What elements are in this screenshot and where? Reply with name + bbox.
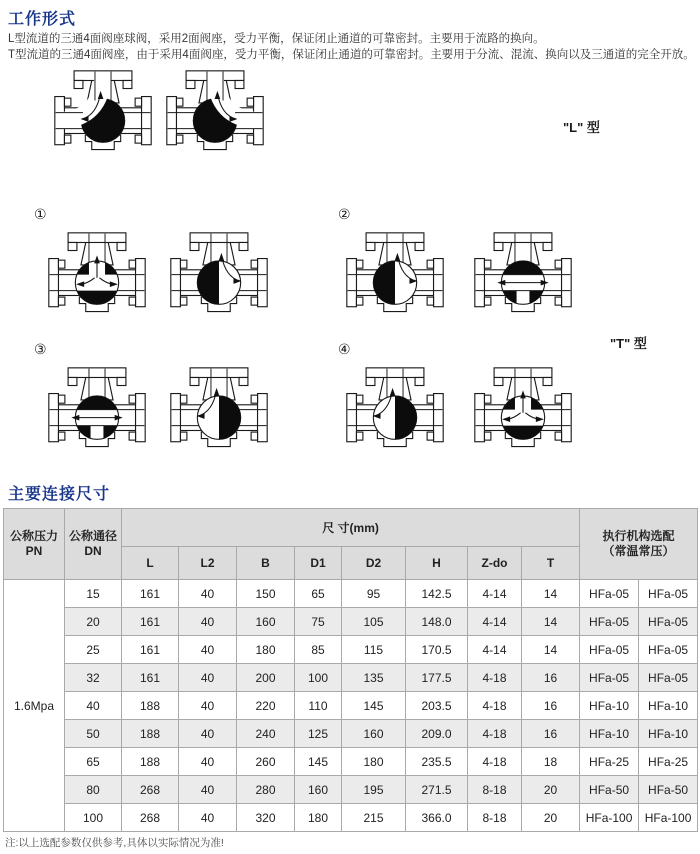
t-valve-flow-diagram-4a (342, 363, 448, 458)
t-valve-flow-diagram-2b (470, 228, 576, 323)
cell: 65 (295, 580, 342, 608)
t-valve-flow-diagram-3a (44, 363, 150, 458)
cell: 188 (122, 748, 179, 776)
table-row (4, 608, 698, 636)
header-T: T (522, 547, 580, 580)
cell: 160 (342, 720, 406, 748)
cell: 188 (122, 720, 179, 748)
cell: 110 (295, 692, 342, 720)
dimensions-table (3, 508, 698, 832)
cell: 100 (65, 804, 122, 832)
cell: 40 (65, 692, 122, 720)
cell: 195 (342, 776, 406, 804)
cell: 14 (522, 608, 580, 636)
header-D2: D2 (342, 547, 406, 580)
cell: 65 (65, 748, 122, 776)
cell: HFa-50 (580, 776, 639, 804)
section-title-dimensions: 主要连接尺寸 (8, 486, 111, 503)
cell: 40 (179, 776, 237, 804)
cell: 180 (295, 804, 342, 832)
header-pressure (4, 509, 65, 580)
cell: HFa-05 (639, 664, 698, 692)
cell: HFa-100 (580, 804, 639, 832)
cell: 148.0 (406, 608, 468, 636)
table-row (4, 636, 698, 664)
section-title-working-form: 工作形式 (8, 11, 77, 28)
cell: 4-18 (468, 692, 522, 720)
header-actuator-line2: （常温常压） (602, 544, 675, 558)
table-row (4, 776, 698, 804)
cell: 145 (342, 692, 406, 720)
cell: 8-18 (468, 776, 522, 804)
cell: 268 (122, 776, 179, 804)
cell: 40 (179, 804, 237, 832)
cell: 366.0 (406, 804, 468, 832)
cell: 105 (342, 608, 406, 636)
cell: 115 (342, 636, 406, 664)
diagram-number-3: ③ (34, 341, 47, 357)
table-header-row-1 (4, 509, 698, 547)
cell: 16 (522, 692, 580, 720)
cell: 209.0 (406, 720, 468, 748)
header-diameter-cn: 公称通径 (68, 529, 117, 543)
cell: 4-14 (468, 608, 522, 636)
cell: 161 (122, 664, 179, 692)
cell: 135 (342, 664, 406, 692)
cell: HFa-25 (580, 748, 639, 776)
l-valve-flow-diagram-1 (50, 66, 156, 161)
header-diameter-en: DN (84, 544, 102, 558)
cell: 32 (65, 664, 122, 692)
diagram-number-2: ② (338, 206, 351, 222)
cell: 14 (522, 580, 580, 608)
l-valve-flow-diagram-2 (162, 66, 268, 161)
cell: 40 (179, 720, 237, 748)
cell: 160 (295, 776, 342, 804)
cell: 40 (179, 636, 237, 664)
cell: HFa-05 (580, 664, 639, 692)
cell: 150 (237, 580, 295, 608)
cell: 85 (295, 636, 342, 664)
header-L2: L2 (179, 547, 237, 580)
cell: 320 (237, 804, 295, 832)
cell: 235.5 (406, 748, 468, 776)
cell: 280 (237, 776, 295, 804)
cell: 177.5 (406, 664, 468, 692)
cell: 40 (179, 608, 237, 636)
t-type-label: "T" 型 (610, 336, 647, 351)
cell: 80 (65, 776, 122, 804)
cell: 4-18 (468, 664, 522, 692)
cell: 145 (295, 748, 342, 776)
cell: HFa-05 (639, 580, 698, 608)
header-L: L (122, 547, 179, 580)
header-diameter (65, 509, 122, 580)
header-Zdo: Z-do (468, 547, 522, 580)
header-actuator (580, 509, 698, 580)
cell: HFa-25 (639, 748, 698, 776)
cell: 160 (237, 608, 295, 636)
cell: 200 (237, 664, 295, 692)
table-row (4, 664, 698, 692)
cell: 161 (122, 608, 179, 636)
cell: 50 (65, 720, 122, 748)
cell: 15 (65, 580, 122, 608)
cell: 75 (295, 608, 342, 636)
table-row (4, 720, 698, 748)
cell: 8-18 (468, 804, 522, 832)
cell: 142.5 (406, 580, 468, 608)
header-D1: D1 (295, 547, 342, 580)
cell: 240 (237, 720, 295, 748)
table-row (4, 804, 698, 832)
header-actuator-line1: 执行机构选配 (602, 529, 675, 543)
cell: 95 (342, 580, 406, 608)
working-desc-l-type: L型流道的三通4面阀座球阀，采用2面阀座，受力平衡，保证闭止通道的可靠密封。主要用于流路的换向。 (8, 33, 545, 45)
header-size-group: 尺 寸(mm) (122, 509, 580, 547)
cell: 161 (122, 636, 179, 664)
cell: 40 (179, 580, 237, 608)
diagram-number-1: ① (34, 206, 47, 222)
cell: 20 (522, 776, 580, 804)
cell: 4-14 (468, 636, 522, 664)
cell: HFa-100 (639, 804, 698, 832)
cell: 188 (122, 692, 179, 720)
table-row (4, 748, 698, 776)
cell: 180 (237, 636, 295, 664)
cell: 20 (522, 804, 580, 832)
table-row (4, 692, 698, 720)
cell: 170.5 (406, 636, 468, 664)
diagram-number-4: ④ (338, 341, 351, 357)
cell: 161 (122, 580, 179, 608)
cell: 260 (237, 748, 295, 776)
pressure-value-cell: 1.6Mpa (4, 580, 65, 832)
t-valve-flow-diagram-3b (166, 363, 272, 458)
table-row (4, 580, 698, 608)
l-type-label: "L" 型 (563, 120, 600, 135)
cell: 4-18 (468, 720, 522, 748)
cell: 40 (179, 692, 237, 720)
cell: 18 (522, 748, 580, 776)
cell: 4-14 (468, 580, 522, 608)
cell: 220 (237, 692, 295, 720)
cell: HFa-05 (580, 636, 639, 664)
header-B: B (237, 547, 295, 580)
working-desc-t-type: T型流道的三通4面阀座，由于采用4面阀座，受力平衡，保证闭止通道的可靠密封。主要用于分流、混流、换向以及三通道的完全开放。 (8, 49, 695, 61)
cell: HFa-05 (639, 608, 698, 636)
t-valve-flow-diagram-1a (44, 228, 150, 323)
t-valve-flow-diagram-2a (342, 228, 448, 323)
cell: 16 (522, 664, 580, 692)
cell: HFa-10 (639, 692, 698, 720)
header-pressure-cn: 公称压力 (9, 529, 58, 543)
cell: 4-18 (468, 748, 522, 776)
cell: 203.5 (406, 692, 468, 720)
cell: 20 (65, 608, 122, 636)
cell: HFa-50 (639, 776, 698, 804)
t-valve-flow-diagram-4b (470, 363, 576, 458)
cell: HFa-05 (580, 580, 639, 608)
header-H: H (406, 547, 468, 580)
cell: 40 (179, 664, 237, 692)
cell: HFa-10 (580, 692, 639, 720)
cell: 25 (65, 636, 122, 664)
cell: HFa-10 (580, 720, 639, 748)
cell: 125 (295, 720, 342, 748)
t-valve-flow-diagram-1b (166, 228, 272, 323)
cell: 180 (342, 748, 406, 776)
cell: 271.5 (406, 776, 468, 804)
table-footnote: 注:以上选配参数仅供参考,具体以实际情况为准! (5, 837, 224, 849)
cell: 40 (179, 748, 237, 776)
cell: HFa-05 (639, 636, 698, 664)
cell: HFa-10 (639, 720, 698, 748)
cell: HFa-05 (580, 608, 639, 636)
header-pressure-en: PN (25, 544, 43, 558)
cell: 268 (122, 804, 179, 832)
cell: 100 (295, 664, 342, 692)
cell: 14 (522, 636, 580, 664)
cell: 16 (522, 720, 580, 748)
cell: 215 (342, 804, 406, 832)
